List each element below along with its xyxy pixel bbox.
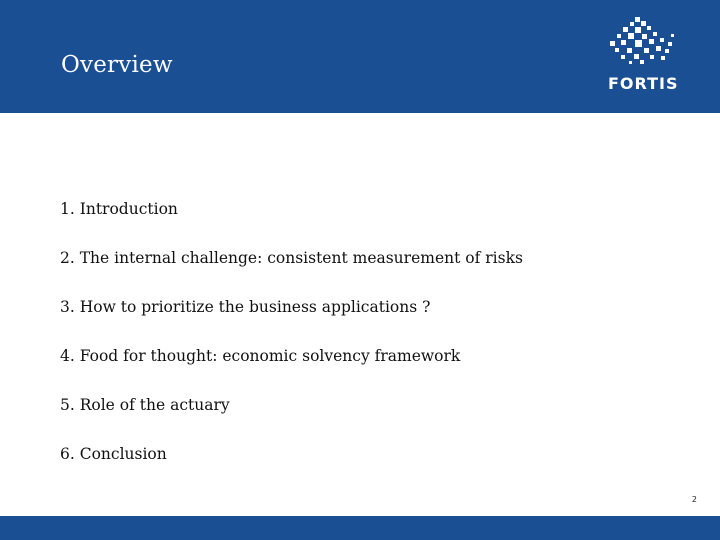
slide-footer-bar: [0, 516, 720, 540]
agenda-item: 5. Role of the actuary: [60, 396, 230, 414]
slide-header: [0, 0, 720, 113]
fortis-logo-icon: [605, 15, 677, 67]
agenda-item: 6. Conclusion: [60, 445, 167, 463]
page-number: 2: [691, 495, 697, 504]
agenda-item: 1. Introduction: [60, 200, 178, 218]
agenda-item: 2. The internal challenge: consistent measurement of risks: [60, 249, 523, 267]
agenda-list: [60, 200, 523, 494]
agenda-item: 4. Food for thought: economic solvency framework: [60, 347, 461, 365]
slide-title: Overview: [61, 52, 173, 78]
agenda-item: 3. How to prioritize the business applications ?: [60, 298, 431, 316]
logo-text: FORTIS: [608, 74, 679, 93]
